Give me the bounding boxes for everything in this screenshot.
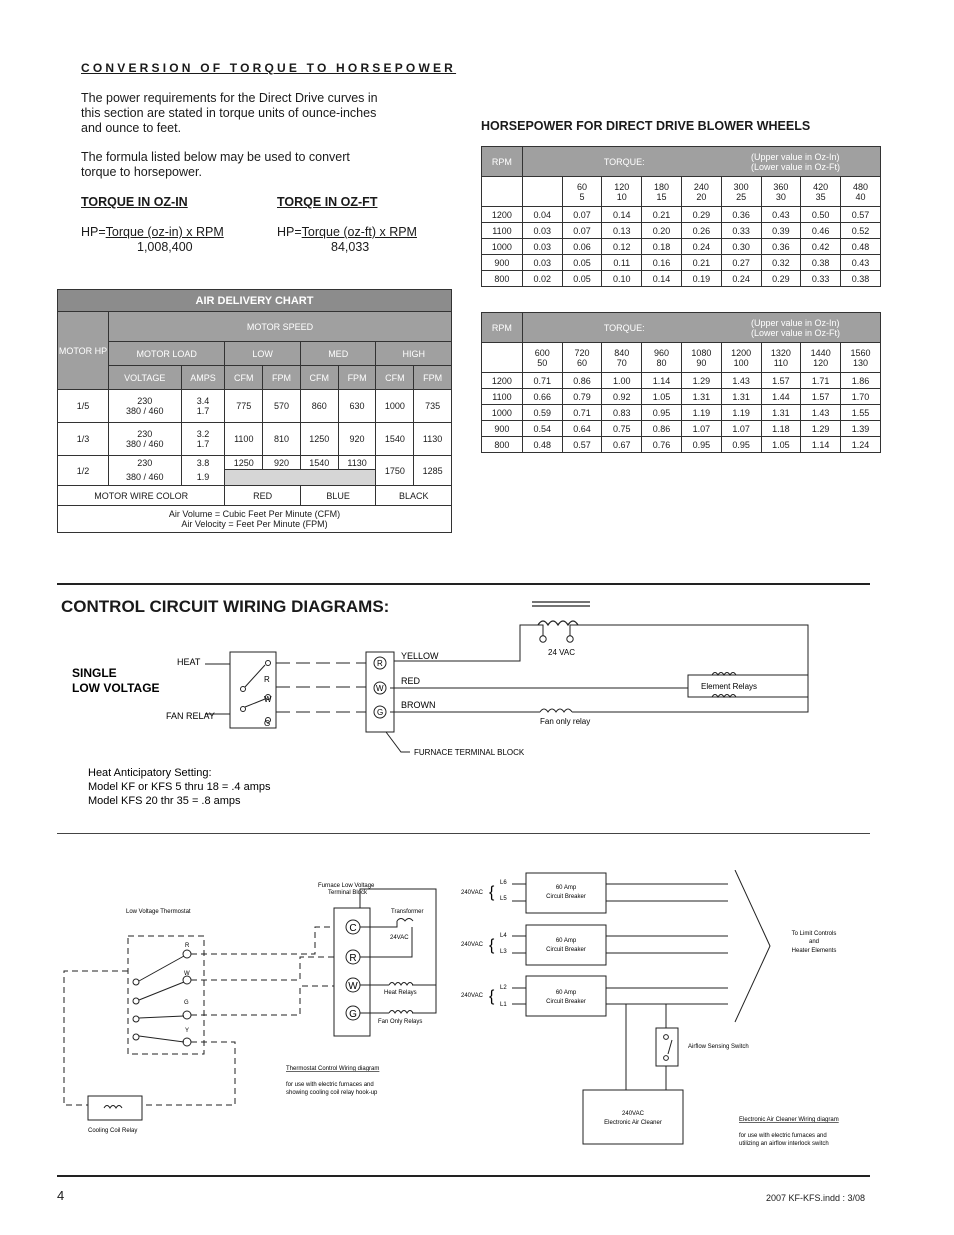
voltage-header: VOLTAGE (109, 366, 181, 390)
hp-value-cell: 1.29 (681, 373, 721, 389)
hp-table-1 (481, 146, 881, 287)
hp-value-cell: 0.33 (721, 223, 761, 239)
oz-in-heading: TORQUE IN OZ-IN (81, 195, 188, 209)
limit-controls-label: To Limit Controls (791, 931, 837, 937)
fan-only-relay-label: Fan only relay (540, 717, 591, 726)
table-row (58, 390, 452, 423)
hp-value-cell: 0.38 (801, 255, 841, 271)
red-wire-label: RED (401, 676, 421, 686)
hp-value-cell: 1.86 (841, 373, 881, 389)
oz-in-formula: HP=Torque (oz-in) x RPM 1,008,400 (81, 225, 224, 254)
hp-value-cell: 1.43 (721, 373, 761, 389)
hp-value-cell: 0.36 (761, 239, 801, 255)
anticipator-line-1: Heat Anticipatory Setting: (88, 767, 212, 779)
low-fpm-cell: 570 (263, 390, 301, 423)
section-divider (57, 583, 870, 585)
rpm-cell: 1000 (482, 405, 523, 421)
breaker-3-label: Circuit Breaker (546, 999, 586, 1005)
breaker-2-amp: 60 Amp (555, 938, 577, 944)
hp-value-cell: 0.71 (522, 373, 562, 389)
240vac-label-2: 240VAC (461, 942, 483, 948)
torque-value-header: 720 60 (562, 343, 602, 373)
eac-diagram-title: Electronic Air Cleaner Wiring diagram (739, 1117, 839, 1123)
conversion-paragraph-2: The formula listed below may be used to convert torque to horsepower. (81, 150, 350, 179)
airflow-switch-label: Airflow Sensing Switch (688, 1044, 749, 1050)
hp-value-cell: 0.42 (801, 239, 841, 255)
hp-value-cell: 1.57 (801, 389, 841, 405)
high-cfm-cell: 1000 (376, 390, 414, 423)
hp-value-cell: 0.36 (721, 207, 761, 223)
hp-value-cell: 0.32 (761, 255, 801, 271)
torque-value-header: 1440 120 (801, 343, 841, 373)
hp-value-cell: 0.43 (761, 207, 801, 223)
low-voltage-label: LOW VOLTAGE (72, 681, 160, 695)
voltage-cell: 380 / 460 (109, 470, 181, 486)
hp-value-cell: 0.57 (841, 207, 881, 223)
rpm-cell: 1100 (482, 223, 523, 239)
hp-value-cell: 0.07 (562, 223, 602, 239)
med-cfm-cell: 1540 (300, 456, 338, 470)
breaker-2-label: Circuit Breaker (546, 947, 586, 953)
hp-value-cell: 0.52 (841, 223, 881, 239)
low-cfm-cell: 1100 (225, 423, 263, 456)
section-divider (57, 833, 870, 834)
hp-value-cell: 0.95 (681, 437, 721, 453)
wire-red: RED (225, 486, 301, 506)
oz-ft-heading: TORQE IN OZ-FT (277, 195, 378, 209)
hp-value-cell: 0.18 (642, 239, 682, 255)
table-row (482, 373, 881, 389)
hp-value-cell: 1.05 (761, 437, 801, 453)
hp-value-cell: 1.18 (761, 421, 801, 437)
l1-label: L1 (500, 1002, 507, 1008)
hp-value-cell: 0.05 (562, 271, 602, 287)
furnace-low-voltage-label: Furnace Low Voltage (318, 883, 375, 889)
table-row (58, 423, 452, 456)
table-row (482, 239, 881, 255)
hp-value-cell: 0.27 (721, 255, 761, 271)
torque-value-header: 1200 100 (721, 343, 761, 373)
brown-wire-label: BROWN (401, 700, 436, 710)
eac-diagram-line-2: utilizing an airflow interlock switch (739, 1141, 829, 1147)
hp-value-cell: 0.39 (761, 223, 801, 239)
table-row (482, 389, 881, 405)
hp-cell: 1/3 (58, 423, 109, 456)
hp-tables-title: HORSEPOWER FOR DIRECT DRIVE BLOWER WHEELS (481, 119, 811, 133)
motor-speed-header: MOTOR SPEED (109, 312, 452, 342)
hp-value-cell: 0.02 (522, 271, 562, 287)
torque-value-header: 360 30 (761, 177, 801, 207)
hp-value-cell: 0.48 (522, 437, 562, 453)
heat-label: HEAT (177, 657, 201, 667)
torque-value-header: 180 15 (642, 177, 682, 207)
terminal-r-label: R (377, 659, 383, 668)
hp-value-cell: 0.11 (602, 255, 642, 271)
torque-value-header (522, 177, 562, 207)
240vac-label-3: 240VAC (461, 993, 483, 999)
single-low-voltage-diagram (0, 595, 954, 835)
l5-label: L5 (500, 896, 507, 902)
med-header: MED (300, 342, 376, 366)
hp-value-cell: 0.54 (522, 421, 562, 437)
24vac-label: 24VAC (390, 935, 409, 941)
torque-value-header: 600 50 (522, 343, 562, 373)
conversion-paragraph-1: The power requirements for the Direct Drive curves in this section are stated in torque units of ounce-inches and ounce to feet. (81, 91, 378, 135)
hp-value-cell: 0.24 (721, 271, 761, 287)
thermostat-diagram-line-1: for use with electric furnaces and (286, 1082, 374, 1088)
amps-cell: 1.9 (181, 470, 225, 486)
hp-value-cell: 0.71 (562, 405, 602, 421)
wire-black: BLACK (376, 486, 452, 506)
high-fpm-cell: 735 (414, 390, 452, 423)
hp-value-cell: 0.13 (602, 223, 642, 239)
table-row (482, 223, 881, 239)
hp-value-cell: 1.07 (681, 421, 721, 437)
hp-value-cell: 0.03 (522, 239, 562, 255)
thermostat-g-label: G (264, 719, 271, 728)
high-fpm-cell: 1130 (414, 423, 452, 456)
med-fpm-cell: 1130 (338, 456, 376, 470)
high-cfm-cell: 1750 (376, 456, 414, 486)
low-voltage-thermostat-label: Low Voltage Thermostat (126, 909, 191, 915)
air-delivery-chart (57, 289, 452, 533)
terminal-w-label: W (348, 981, 358, 992)
hp-value-cell: 0.20 (642, 223, 682, 239)
torque-value-header: 300 25 (721, 177, 761, 207)
rpm-header: RPM (482, 313, 523, 343)
hp-value-cell: 0.19 (681, 271, 721, 287)
hp-value-cell: 0.14 (642, 271, 682, 287)
thermostat-w-label: W (184, 971, 190, 977)
single-label: SINGLE (72, 666, 117, 680)
hp-cell: 1/5 (58, 390, 109, 423)
torque-value-header: 420 35 (801, 177, 841, 207)
hp-value-cell: 0.50 (801, 207, 841, 223)
voltage-cell: 230 (109, 456, 181, 470)
rpm-header: RPM (482, 147, 523, 177)
med-fpm-header: FPM (338, 366, 376, 390)
hp-value-cell: 0.04 (522, 207, 562, 223)
high-cfm-cell: 1540 (376, 423, 414, 456)
table-row (482, 437, 881, 453)
hp-value-cell: 0.24 (681, 239, 721, 255)
hp-value-cell: 1.19 (721, 405, 761, 421)
low-cfm-cell: 1250 (225, 456, 263, 470)
hp-value-cell: 1.00 (602, 373, 642, 389)
hp-value-cell: 1.05 (642, 389, 682, 405)
hp-value-cell: 0.95 (642, 405, 682, 421)
thermostat-diagram-line-2: showing cooling coil relay hook-up (286, 1090, 378, 1096)
conversion-title: CONVERSION OF TORQUE TO HORSEPOWER (81, 61, 457, 75)
breaker-1-amp: 60 Amp (555, 885, 577, 891)
torque-value-header: 1560 130 (841, 343, 881, 373)
element-relays-label: Element Relays (701, 682, 758, 691)
240vac-label-1: 240VAC (461, 890, 483, 896)
low-fpm-header: FPM (263, 366, 301, 390)
fan-only-relays-label: Fan Only Relays (378, 1019, 423, 1025)
hp-value-cell: 0.92 (602, 389, 642, 405)
hp-value-cell: 0.64 (562, 421, 602, 437)
table-row (482, 271, 881, 287)
footer-divider (57, 1175, 870, 1177)
wire-color-label: MOTOR WIRE COLOR (58, 486, 225, 506)
brace-icon: { (489, 937, 495, 954)
hp-value-cell: 0.26 (681, 223, 721, 239)
torque-value-header: 960 80 (642, 343, 682, 373)
terminal-r-label: R (349, 953, 357, 964)
table-row (58, 456, 452, 470)
table-row (482, 405, 881, 421)
hp-value-cell: 0.14 (602, 207, 642, 223)
air-chart-notes: Air Volume = Cubic Feet Per Minute (CFM) Air Velocity = Feet Per Minute (FPM) (58, 506, 452, 533)
terminal-block-label: Terminal Block (328, 890, 368, 896)
lower-wiring-diagrams (0, 870, 954, 1170)
torque-value-header: 1320 110 (761, 343, 801, 373)
hp-value-cell: 1.14 (642, 373, 682, 389)
wiring-title: CONTROL CIRCUIT WIRING DIAGRAMS: (61, 597, 390, 616)
table-row (482, 255, 881, 271)
hp-value-cell: 1.29 (801, 421, 841, 437)
rpm-blank-header (482, 343, 523, 373)
hp-value-cell: 0.05 (562, 255, 602, 271)
thermostat-r-label: R (264, 675, 270, 684)
l4-label: L4 (500, 933, 507, 939)
motor-hp-header: MOTOR HP (58, 312, 109, 390)
low-cfm-header: CFM (225, 366, 263, 390)
wire-blue: BLUE (300, 486, 376, 506)
motor-load-header: MOTOR LOAD (109, 342, 225, 366)
air-chart-title: AIR DELIVERY CHART (58, 290, 452, 312)
rpm-blank-header (482, 177, 523, 207)
terminal-w-label: W (376, 684, 384, 693)
terminal-g-label: G (377, 708, 384, 717)
breaker-3-amp: 60 Amp (555, 990, 577, 996)
hp-value-cell: 0.57 (562, 437, 602, 453)
thermostat-w-label: W (264, 695, 272, 704)
hp-value-cell: 0.21 (642, 207, 682, 223)
torque-value-header: 480 40 (841, 177, 881, 207)
l3-label: L3 (500, 949, 507, 955)
hp-value-cell: 0.48 (841, 239, 881, 255)
anticipator-line-2: Model KF or KFS 5 thru 18 = .4 amps (88, 781, 271, 793)
fan-relay-label: FAN RELAY (166, 711, 215, 721)
cooling-coil-relay-label: Cooling Coil Relay (88, 1128, 138, 1134)
high-header: HIGH (376, 342, 452, 366)
hp-value-cell: 0.06 (562, 239, 602, 255)
table-row (482, 207, 881, 223)
thermostat-diagram-title: Thermostat Control Wiring diagram (286, 1066, 380, 1072)
24vac-label: 24 VAC (548, 648, 575, 657)
rpm-cell: 1200 (482, 207, 523, 223)
hp-value-cell: 0.30 (721, 239, 761, 255)
hp-value-cell: 0.76 (642, 437, 682, 453)
hp-value-cell: 0.38 (841, 271, 881, 287)
thermostat-r-label: R (185, 943, 190, 949)
amps-cell: 3.2 1.7 (181, 423, 225, 456)
amps-header: AMPS (181, 366, 225, 390)
l2-label: L2 (500, 985, 507, 991)
amps-cell: 3.4 1.7 (181, 390, 225, 423)
yellow-wire-label: YELLOW (401, 651, 439, 661)
hp-value-cell: 1.55 (841, 405, 881, 421)
hp-value-cell: 0.66 (522, 389, 562, 405)
rpm-cell: 900 (482, 255, 523, 271)
thermostat-g-label: G (184, 1000, 189, 1006)
hp-value-cell: 1.39 (841, 421, 881, 437)
hp-value-cell: 0.33 (801, 271, 841, 287)
heat-relays-label: Heat Relays (384, 990, 417, 996)
hp-value-cell: 0.03 (522, 223, 562, 239)
hp-value-cell: 0.46 (801, 223, 841, 239)
hp-value-cell: 0.10 (602, 271, 642, 287)
high-cfm-header: CFM (376, 366, 414, 390)
hp-value-cell: 0.16 (642, 255, 682, 271)
rpm-cell: 800 (482, 437, 523, 453)
hp-value-cell: 1.71 (801, 373, 841, 389)
high-fpm-header: FPM (414, 366, 452, 390)
hp-value-cell: 0.03 (522, 255, 562, 271)
torque-header: TORQUE: (Upper value in Oz-In) (Lower value in Oz-Ft) (522, 147, 880, 177)
terminal-c-label: C (349, 923, 357, 934)
low-fpm-cell: 920 (263, 456, 301, 470)
hp-value-cell: 1.19 (681, 405, 721, 421)
hp-value-cell: 0.07 (562, 207, 602, 223)
shaded-cell (225, 470, 376, 486)
thermostat-y-label: Y (185, 1028, 190, 1034)
hp-value-cell: 1.31 (721, 389, 761, 405)
hp-value-cell: 0.95 (721, 437, 761, 453)
hp-value-cell: 0.59 (522, 405, 562, 421)
anticipator-line-3: Model KFS 20 thr 35 = .8 amps (88, 795, 241, 807)
breaker-1-label: Circuit Breaker (546, 894, 586, 900)
voltage-cell: 230 380 / 460 (109, 423, 181, 456)
table-row (482, 421, 881, 437)
hp-value-cell: 0.21 (681, 255, 721, 271)
hp-value-cell: 0.86 (562, 373, 602, 389)
eac-diagram-line-1: for use with electric furnaces and (739, 1133, 827, 1139)
brace-icon: { (489, 884, 495, 901)
rpm-cell: 1000 (482, 239, 523, 255)
hp-value-cell: 0.67 (602, 437, 642, 453)
hp-value-cell: 1.43 (801, 405, 841, 421)
hp-value-cell: 0.29 (681, 207, 721, 223)
limit-and-label: and (808, 939, 820, 945)
page-number: 4 (57, 1188, 65, 1203)
hp-value-cell: 1.14 (801, 437, 841, 453)
transformer-label: Transformer (391, 909, 424, 915)
hp-value-cell: 1.57 (761, 373, 801, 389)
med-cfm-header: CFM (300, 366, 338, 390)
hp-value-cell: 0.43 (841, 255, 881, 271)
torque-header: TORQUE: (Upper value in Oz-In) (Lower value in Oz-Ft) (522, 313, 880, 343)
hp-value-cell: 1.31 (761, 405, 801, 421)
hp-value-cell: 1.31 (681, 389, 721, 405)
torque-value-header: 240 20 (681, 177, 721, 207)
amps-cell: 3.8 (181, 456, 225, 470)
hp-value-cell: 0.12 (602, 239, 642, 255)
terminal-g-label: G (349, 1009, 357, 1020)
eac-label: Electronic Air Cleaner (604, 1120, 662, 1126)
high-fpm-cell: 1285 (414, 456, 452, 486)
rpm-cell: 1100 (482, 389, 523, 405)
torque-value-header: 60 5 (562, 177, 602, 207)
torque-value-header: 120 10 (602, 177, 642, 207)
torque-value-header: 1080 90 (681, 343, 721, 373)
rpm-cell: 900 (482, 421, 523, 437)
hp-table-2 (481, 312, 881, 453)
hp-value-cell: 1.44 (761, 389, 801, 405)
hp-value-cell: 0.75 (602, 421, 642, 437)
hp-value-cell: 0.83 (602, 405, 642, 421)
l6-label: L6 (500, 880, 507, 886)
med-fpm-cell: 630 (338, 390, 376, 423)
hp-cell: 1/2 (58, 456, 109, 486)
brace-icon: { (489, 988, 495, 1005)
med-fpm-cell: 920 (338, 423, 376, 456)
voltage-cell: 230 380 / 460 (109, 390, 181, 423)
hp-value-cell: 1.07 (721, 421, 761, 437)
hp-value-cell: 0.29 (761, 271, 801, 287)
torque-values-row (482, 343, 881, 373)
oz-ft-formula: HP=Torque (oz-ft) x RPM 84,033 (277, 225, 417, 254)
file-info: 2007 KF-KFS.indd : 3/08 (766, 1193, 866, 1203)
hp-value-cell: 1.24 (841, 437, 881, 453)
furnace-terminal-block-label: FURNACE TERMINAL BLOCK (414, 748, 525, 757)
rpm-cell: 800 (482, 271, 523, 287)
low-cfm-cell: 775 (225, 390, 263, 423)
low-fpm-cell: 810 (263, 423, 301, 456)
med-cfm-cell: 860 (300, 390, 338, 423)
hp-value-cell: 0.79 (562, 389, 602, 405)
torque-values-row (482, 177, 881, 207)
rpm-cell: 1200 (482, 373, 523, 389)
med-cfm-cell: 1250 (300, 423, 338, 456)
hp-value-cell: 0.86 (642, 421, 682, 437)
eac-voltage-label: 240VAC (622, 1111, 644, 1117)
heater-elements-label: Heater Elements (791, 948, 837, 954)
hp-value-cell: 1.70 (841, 389, 881, 405)
low-header: LOW (225, 342, 301, 366)
torque-value-header: 840 70 (602, 343, 642, 373)
